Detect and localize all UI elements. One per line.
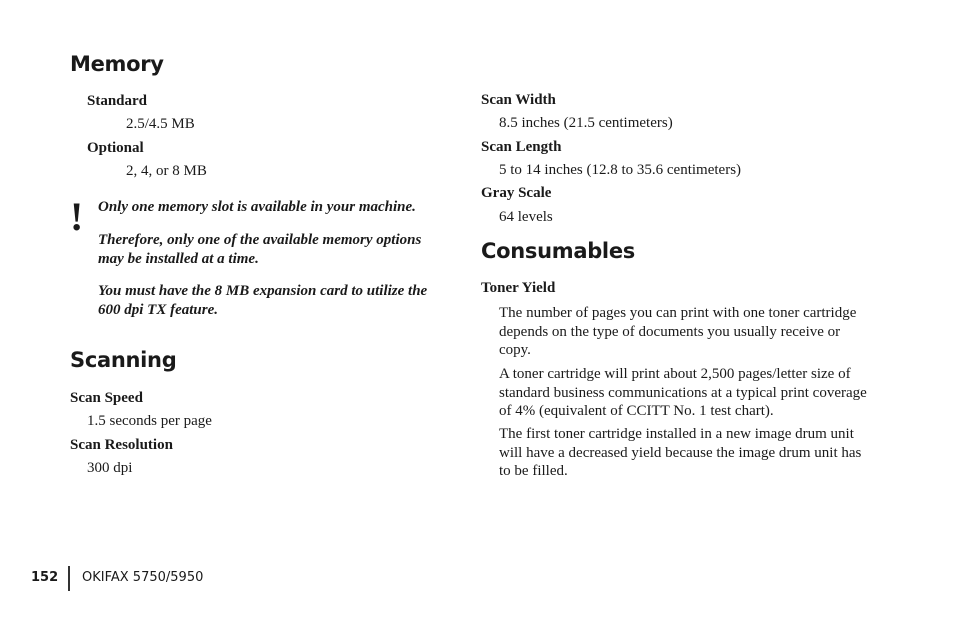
consumables-paragraph-3: The first toner cartridge installed in a new image drum unit will have a decreased yield because the image drum unit has to be filled.	[499, 426, 862, 480]
scan-speed-value: 1.5 seconds per page	[87, 413, 212, 429]
scan-speed-label: Scan Speed	[70, 390, 143, 406]
footer-divider	[68, 566, 70, 591]
page-number: 152	[31, 570, 59, 585]
optional-label: Optional	[87, 140, 144, 156]
scan-resolution-label: Scan Resolution	[70, 437, 173, 453]
memory-note-3: You must have the 8 MB expansion card to utilize the 600 dpi TX feature.	[98, 283, 428, 318]
exclamation-icon: !	[70, 194, 84, 239]
scan-width-value: 8.5 inches (21.5 centimeters)	[499, 115, 673, 131]
consumables-paragraph-1: The number of pages you can print with one toner cartridge depends on the type of documents you usually receive or copy.	[499, 305, 857, 359]
memory-heading: Memory	[70, 52, 164, 76]
memory-note-1: Only one memory slot is available in your machine.	[98, 199, 416, 215]
consumables-heading: Consumables	[481, 239, 635, 263]
scan-width-label: Scan Width	[481, 92, 556, 108]
scan-length-label: Scan Length	[481, 139, 562, 155]
standard-value: 2.5/4.5 MB	[126, 116, 195, 132]
scan-length-value: 5 to 14 inches (12.8 to 35.6 centimeters)	[499, 162, 742, 178]
gray-scale-label: Gray Scale	[481, 185, 552, 201]
optional-value: 2, 4, or 8 MB	[126, 163, 207, 179]
footer-doc-title: OKIFAX 5750/5950	[82, 570, 204, 585]
gray-scale-value: 64 levels	[499, 209, 553, 225]
scanning-heading: Scanning	[70, 348, 177, 372]
toner-yield-label: Toner Yield	[481, 280, 556, 296]
standard-label: Standard	[87, 93, 148, 109]
consumables-paragraph-2: A toner cartridge will print about 2,500 pages/letter size of standard business communications at a typical print coverage of 4% (equivalent of CCITT No. 1 test chart).	[499, 366, 867, 420]
memory-note-2: Therefore, only one of the available memory options may be installed at a time.	[98, 232, 422, 267]
scan-resolution-value: 300 dpi	[87, 460, 133, 476]
